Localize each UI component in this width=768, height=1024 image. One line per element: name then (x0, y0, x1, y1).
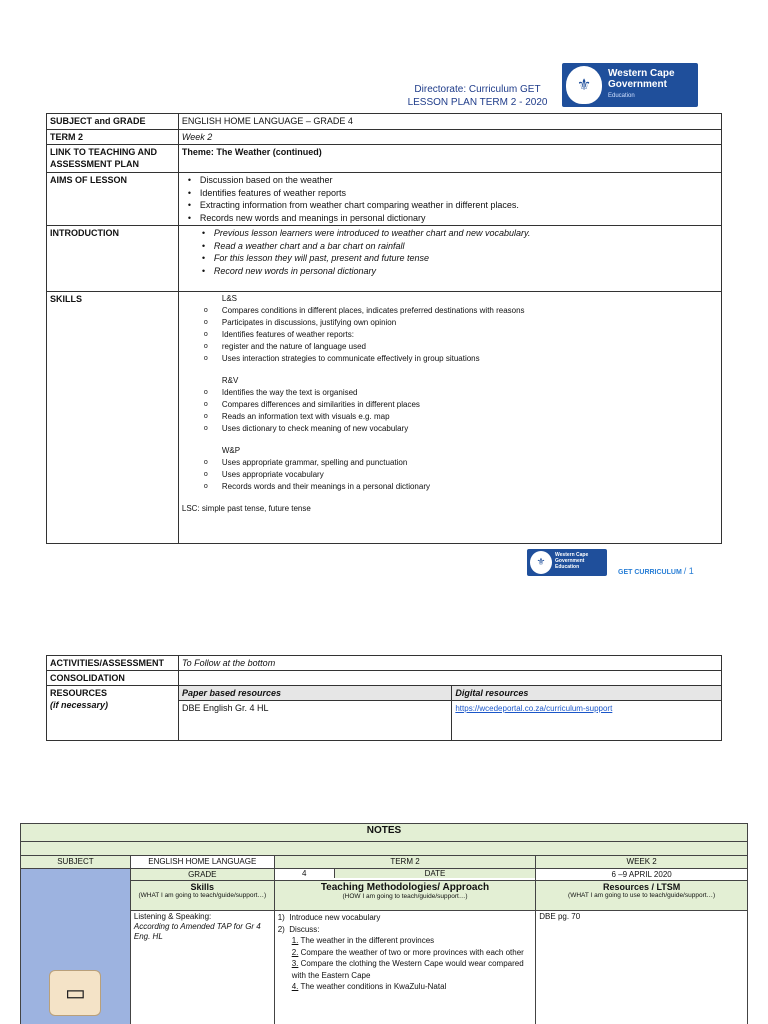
notes-discuss-text: The weather conditions in KwaZulu-Natal (298, 982, 447, 991)
notes-method-item: 2) Discuss: (277, 924, 320, 934)
term-value: Week 2 (178, 130, 721, 145)
link-value: Theme: The Weather (continued) (178, 145, 721, 173)
aim-item: • Extracting information from weather chart comparing weather in different places. (188, 199, 718, 212)
footer-page-number: / 1 (683, 566, 694, 576)
link-label: LINK TO TEACHING AND ASSESSMENT PLAN (47, 145, 179, 173)
skill-item: o Records words and their meanings in a personal dictionary (204, 481, 718, 493)
lsc-text: LSC: simple past tense, future tense (181, 504, 311, 513)
logo-subtitle: Education (608, 93, 635, 99)
digital-resources-cell (452, 701, 722, 741)
notes-res-cell (536, 911, 748, 1024)
notes-discuss-number: 4. (291, 982, 299, 991)
skill-item: o Uses appropriate vocabulary (204, 469, 718, 481)
coat-of-arms-icon: ⚜ (530, 551, 552, 574)
resources-label: RESOURCES (50, 688, 108, 698)
teacher-whiteboard-icon: ▭ (49, 970, 101, 1016)
notes-title: NOTES (21, 824, 748, 842)
activities-value: To Follow at the bottom (178, 656, 721, 671)
notes-res-value: DBE pg. 70 (539, 912, 581, 921)
consolidation-label: CONSOLIDATION (47, 671, 179, 686)
footer-curriculum: GET CURRICULUM (618, 569, 682, 576)
notes-skills-cell (130, 911, 274, 1024)
skills-label: SKILLS (47, 292, 179, 544)
ls-heading: L&S (221, 294, 237, 303)
skill-item: o Identifies features of weather reports: (204, 329, 718, 341)
notes-method-item-text: Discuss: (289, 924, 320, 934)
aim-item: • Discussion based on the weather (188, 174, 718, 187)
skill-item: o Identifies the way the text is organised (204, 387, 718, 399)
skill-item: o Uses dictionary to check meaning of new vocabulary (204, 423, 718, 435)
notes-method-cell (274, 911, 536, 1024)
aims-cell (178, 173, 721, 226)
activities-label: ACTIVITIES/ASSESSMENT (47, 656, 179, 671)
notes-method-head: Teaching Methodologies/ Approach (320, 882, 490, 893)
skill-item: o Reads an information text with visuals e.g. map (204, 411, 718, 423)
notes-method-sub: (HOW I am going to teach/guide/support…) (342, 893, 468, 900)
header-directorate (390, 83, 565, 109)
wp-heading: W&P (221, 446, 241, 455)
header-line-2: LESSON PLAN TERM 2 - 2020 (407, 97, 548, 108)
intro-item: • For this lesson they will past, present and future tense (202, 252, 718, 265)
intro-item: • Previous lesson learners were introduced to weather chart and new vocabulary. (202, 227, 718, 240)
notes-method-head-cell (274, 881, 536, 911)
notes-grade-label: GRADE (130, 869, 274, 881)
resources-label-cell (47, 686, 179, 741)
term-label: TERM 2 (47, 130, 179, 145)
notes-spacer (21, 842, 748, 856)
paper-resources-value: DBE English Gr. 4 HL (178, 701, 451, 741)
wcg-logo (562, 63, 698, 107)
notes-method-item: 1) Introduce new vocabulary (277, 913, 381, 922)
notes-skills-head: Skills (190, 882, 215, 892)
notes-subject-value: ENGLISH HOME LANGUAGE (130, 856, 274, 869)
footer-page-label (618, 566, 694, 576)
rv-heading: R&V (221, 376, 239, 385)
subject-value: ENGLISH HOME LANGUAGE – GRADE 4 (178, 114, 721, 130)
notes-skills-text1: Listening & Speaking: (133, 912, 212, 921)
paper-resources-head: Paper based resources (178, 686, 451, 701)
digital-resources-link[interactable]: https://wcedeportal.co.za/curriculum-support (455, 704, 613, 713)
resources-sub: (if necessary) (50, 700, 109, 710)
notes-term: TERM 2 (274, 856, 536, 869)
skill-item: o Uses appropriate grammar, spelling and punctuation (204, 457, 718, 469)
intro-label: INTRODUCTION (47, 226, 179, 292)
logo-title: Western Cape Government (608, 68, 675, 90)
notes-discuss-number: 3. (291, 959, 299, 968)
intro-cell (178, 226, 721, 292)
notes-skills-text2: According to Amended TAP for Gr 4 Eng. HL (133, 922, 261, 941)
aims-label: AIMS OF LESSON (47, 173, 179, 226)
intro-item: • Record new words in personal dictionary (202, 265, 718, 278)
intro-item: • Read a weather chart and a bar chart on rainfall (202, 240, 718, 253)
footer-logo-text: Western Cape Government Education (555, 552, 589, 570)
notes-grade-date-cell (274, 869, 536, 881)
notes-discuss-number: 2. (291, 947, 299, 957)
notes-method-item-text: Introduce new vocabulary (289, 913, 381, 922)
subject-label: SUBJECT and GRADE (47, 114, 179, 130)
notes-discuss-item (278, 958, 533, 981)
notes-week: WEEK 2 (536, 856, 748, 869)
skill-item: o Compares differences and similarities in different places (204, 399, 718, 411)
lesson-plan-table (46, 113, 722, 544)
notes-discuss-item (278, 981, 533, 993)
skill-item: o Compares conditions in different places, indicates preferred destinations with reasons (204, 305, 718, 317)
notes-discuss-text: Compare the weather of two or more provinces with each other (298, 947, 524, 957)
footer-logo (527, 549, 607, 576)
notes-res-sub: (WHAT I am going to use to teach/guide/support…) (568, 892, 716, 899)
notes-skills-head-cell (130, 881, 274, 911)
coat-of-arms-icon: ⚜ (566, 66, 602, 104)
notes-date-value: 6 –9 APRIL 2020 (536, 869, 748, 881)
skill-item: o register and the nature of language used (204, 341, 718, 353)
notes-date-label: DATE (335, 869, 536, 878)
notes-grade-value: 4 (275, 869, 335, 878)
notes-res-head: Resources / LTSM (602, 882, 681, 892)
notes-skills-sub: (WHAT I am going to teach/guide/support…) (138, 892, 267, 899)
header-line-1: Directorate: Curriculum GET (414, 84, 541, 95)
consolidation-value (178, 671, 721, 686)
aim-item: • Identifies features of weather reports (188, 187, 718, 200)
digital-resources-head: Digital resources (452, 686, 722, 701)
skill-item: o Participates in discussions, justifying own opinion (204, 317, 718, 329)
aim-item: • Records new words and meanings in personal dictionary (188, 212, 718, 225)
skills-cell (178, 292, 721, 544)
notes-discuss-item (278, 947, 533, 959)
notes-discuss-text: Compare the clothing the Western Cape would wear compared with the Eastern Cape (291, 959, 524, 980)
notes-discuss-item (278, 935, 533, 947)
notes-table (20, 823, 748, 1024)
notes-discuss-text: The weather in the different provinces (298, 936, 435, 945)
notes-discuss-number: 1. (291, 936, 299, 945)
notes-res-head-cell (536, 881, 748, 911)
skill-item: o Uses interaction strategies to communicate effectively in group situations (204, 353, 718, 365)
notes-subject-label: SUBJECT (21, 856, 131, 869)
activities-table (46, 655, 722, 741)
notes-icon-cell (21, 869, 131, 1024)
